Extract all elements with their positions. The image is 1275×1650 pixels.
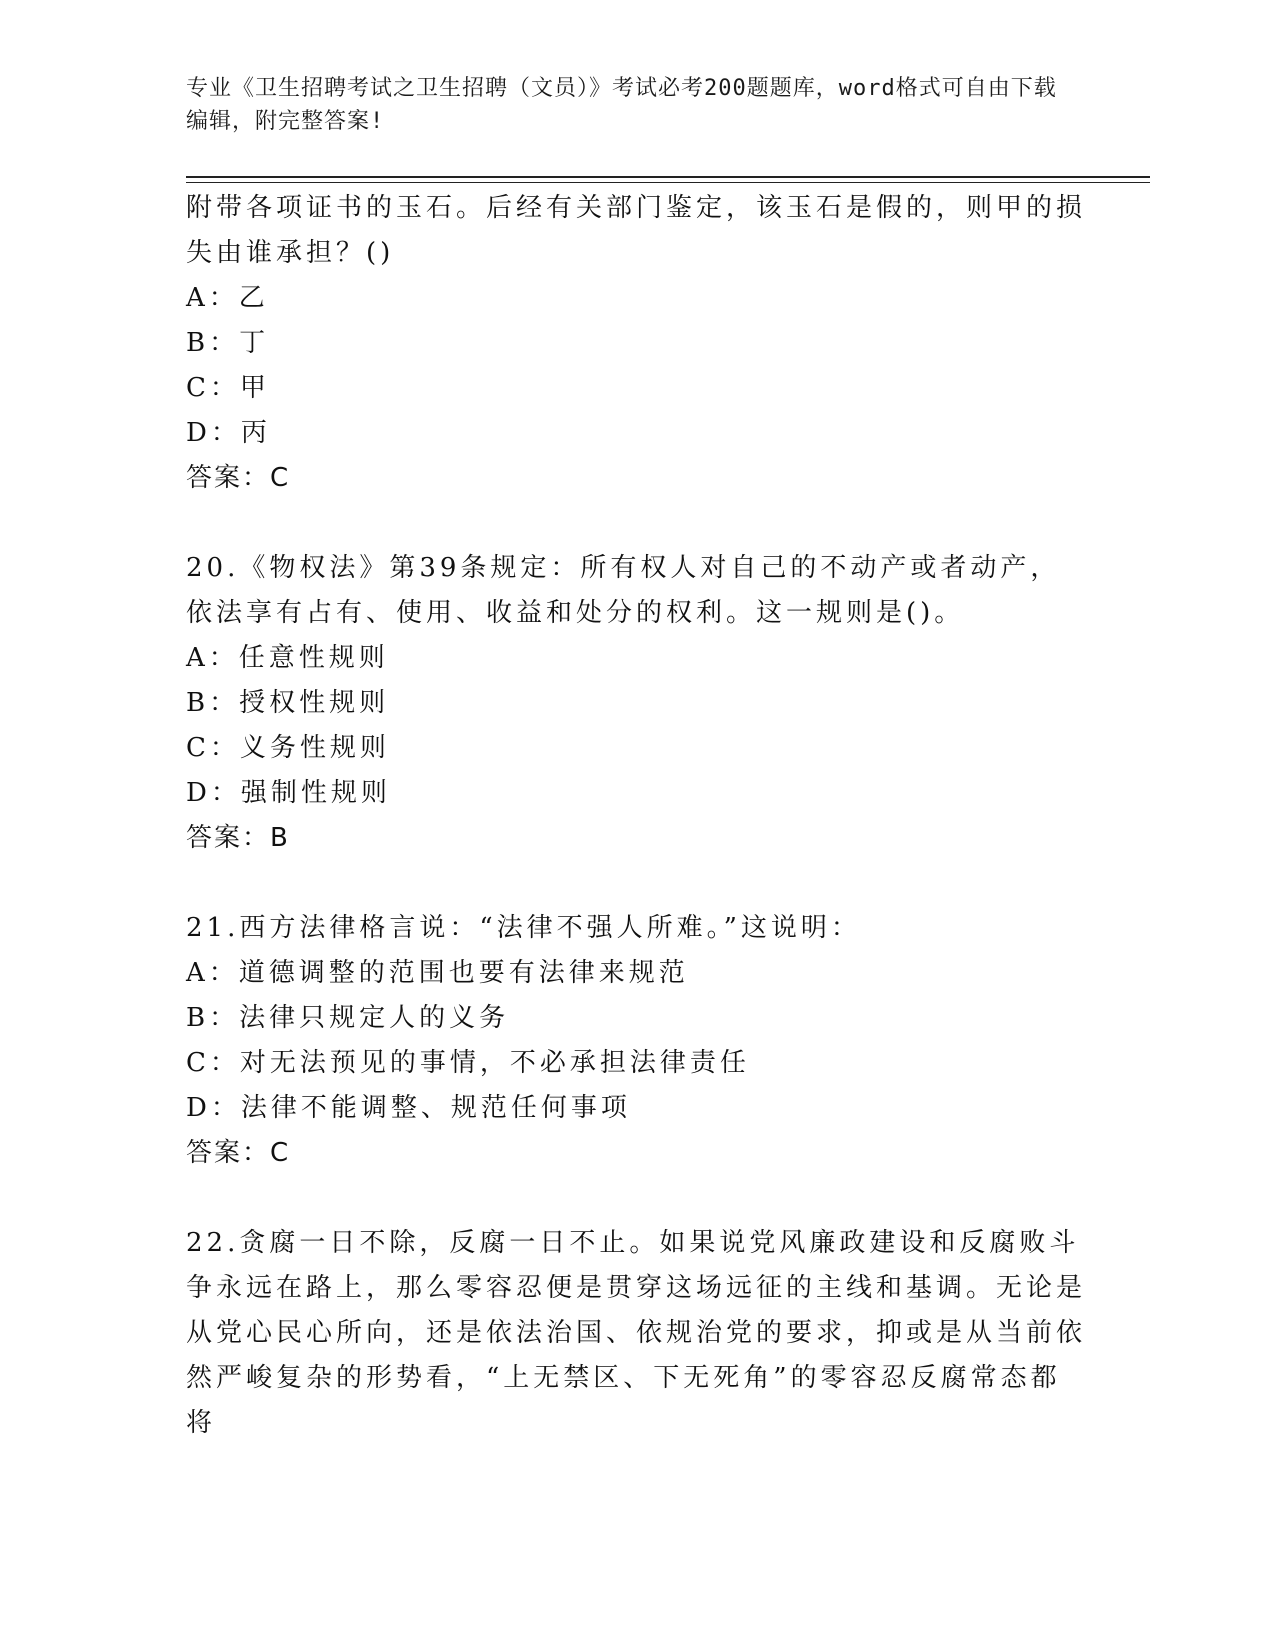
option-d: D：强制性规则 [186,778,391,808]
spacer [186,501,1086,546]
question-stem: 附带各项证书的玉石。后经有关部门鉴定，该玉石是假的，则甲的损失由谁承担？() [186,193,1087,268]
option-c: C：义务性规则 [186,733,390,763]
question-block [186,546,1086,861]
document-header: 专业《卫生招聘考试之卫生招聘（文员）》考试必考200题题库，word格式可自由下载编辑，附完整答案! [186,76,1057,134]
option-c: C：甲 [186,373,270,403]
option-a: A：道德调整的范围也要有法律来规范 [186,958,689,988]
question-block [186,906,1086,1176]
spacer [186,861,1086,906]
header-divider-thick [186,176,1150,178]
question-stem: 21.西方法律格言说：“法律不强人所难。”这说明： [186,913,861,943]
option-d: D：丙 [186,418,271,448]
option-b: B：授权性规则 [186,688,390,718]
answer-line: 答案：C [186,463,291,493]
spacer [186,1176,1086,1221]
answer-line: 答案：C [186,1138,291,1168]
answer-line: 答案：B [186,823,290,853]
question-list [186,186,1086,1446]
option-a: A：任意性规则 [186,643,389,673]
question-block [186,1221,1086,1446]
option-b: B：法律只规定人的义务 [186,1003,510,1033]
question-block [186,186,1086,501]
header-divider-thin [186,182,1150,183]
question-stem: 22.贪腐一日不除，反腐一日不止。如果说党风廉政建设和反腐败斗争永远在路上，那么零容忍便是贯穿这场远征的主线和基调。无论是从党心民心所向，还是依法治国、依规治党的要求，抑或是从当前依然严峻复杂的形势看，“上无禁区、下无死角”的零容忍反腐常态都将 [186,1228,1087,1438]
option-a: A：乙 [186,283,269,313]
question-stem: 20.《物权法》第39条规定：所有权人对自己的不动产或者动产，依法享有占有、使用、收益和处分的权利。这一规则是()。 [186,553,1061,628]
option-d: D：法律不能调整、规范任何事项 [186,1093,631,1123]
option-c: C：对无法预见的事情，不必承担法律责任 [186,1048,750,1078]
option-b: B：丁 [186,328,270,358]
